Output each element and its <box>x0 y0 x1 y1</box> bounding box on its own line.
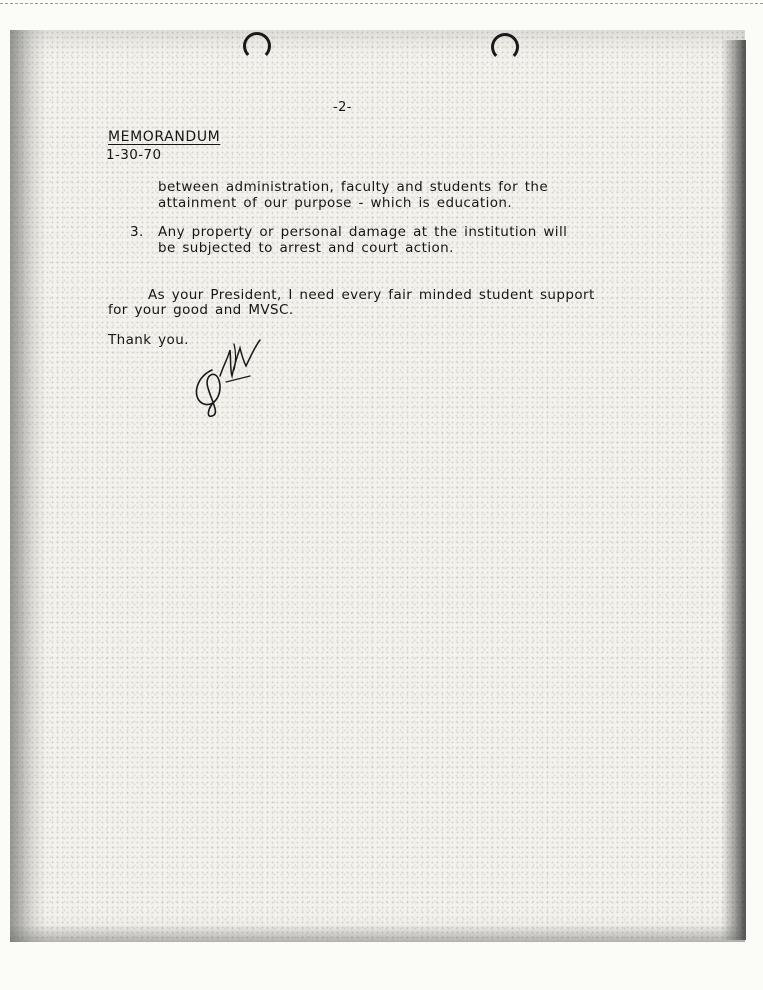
scan-border-dashes <box>0 3 763 4</box>
body-line: As your President, I need every fair minded student support <box>148 287 595 303</box>
paper-left-shadow <box>10 30 46 942</box>
paper-sheet <box>10 30 745 942</box>
punch-hole-icon <box>491 33 519 61</box>
page-number: -2- <box>333 100 352 115</box>
body-line: Any property or personal damage at the institution will <box>158 224 568 240</box>
body-line: for your good and MVSC. <box>108 302 294 318</box>
list-item-number: 3. <box>130 224 144 240</box>
memo-heading: MEMORANDUM <box>108 129 221 145</box>
paper-bottom-shadow <box>10 925 745 942</box>
body-line: between administration, faculty and students for the <box>158 179 549 195</box>
punch-hole-icon <box>243 32 271 60</box>
signature-icon <box>190 330 270 420</box>
closing-text: Thank you. <box>108 332 189 348</box>
paper-right-shadow <box>722 40 746 940</box>
body-line: be subjected to arrest and court action. <box>158 240 454 256</box>
body-line: attainment of our purpose - which is education. <box>158 195 513 211</box>
memo-date: 1-30-70 <box>106 147 162 163</box>
